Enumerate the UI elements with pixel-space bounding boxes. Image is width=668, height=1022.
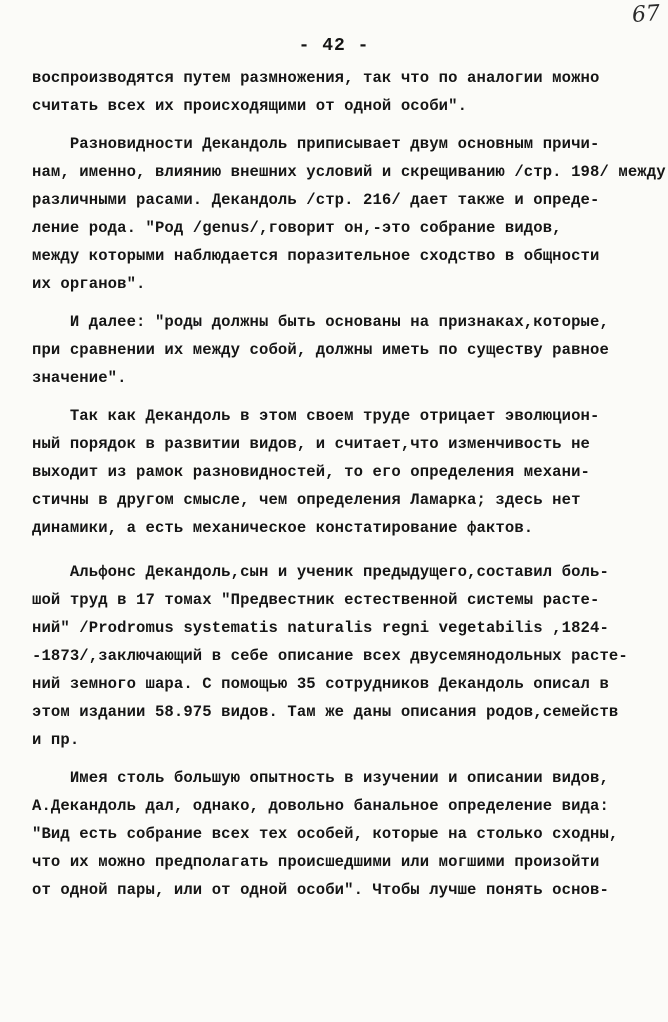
text-line: И далее: "роды должны быть основаны на признаках,которые, [32, 313, 609, 331]
text-line: ление рода. "Род /genus/,говорит он,-это собрание видов, [32, 219, 562, 237]
text-line: А.Декандоль дал, однако, довольно банальное определение вида: [32, 797, 609, 815]
page-number: - 42 - [298, 36, 370, 56]
paragraph [32, 64, 668, 120]
text-line: их органов". [32, 275, 146, 293]
text-line: ный порядок в развитии видов, и считает,что изменчивость не [32, 435, 591, 453]
text-line: шой труд в 17 томах "Предвестник естественной системы расте- [32, 591, 600, 609]
text-line: ний" /Prodromus systematis naturalis regni vegetabilis ,1824- [32, 619, 609, 637]
text-line: стичны в другом смысле, чем определения Ламарка; здесь нет [32, 491, 581, 509]
text-line: что их можно предполагать происшедшими или могшими произойти [32, 853, 600, 871]
handwritten-folio-number: 67 [631, 1, 661, 28]
text-line: воспроизводятся путем размножения, так что по аналогии можно [32, 69, 600, 87]
text-line: считать всех их происходящими от одной особи". [32, 97, 468, 115]
text-line: динамики, а есть механическое констатирование фактов. [32, 519, 534, 537]
text-line: от одной пары, или от одной особи". Чтобы лучше понять основ- [32, 881, 609, 899]
text-line: Альфонс Декандоль,сын и ученик предыдущего,составил боль- [32, 563, 609, 581]
text-line: выходит из рамок разновидностей, то его определения механи- [32, 463, 591, 481]
text-line: ний земного шара. С помощью 35 сотрудников Декандоль описал в [32, 675, 609, 693]
text-line: нам, именно, влиянию внешних условий и скрещиванию /стр. 198/ между [32, 163, 666, 181]
text-line: этом издании 58.975 видов. Там же даны описания родов,семейств [32, 703, 619, 721]
text-line: значение". [32, 369, 127, 387]
paragraph [32, 764, 668, 904]
paragraph [32, 130, 668, 298]
text-line: -1873/,заключающий в себе описание всех двусемянодольных расте- [32, 647, 628, 665]
text-line: различными расами. Декандоль /стр. 216/ дает также и опреде- [32, 191, 600, 209]
paragraph [32, 558, 668, 754]
body-text [32, 64, 668, 904]
paragraph [32, 308, 668, 392]
text-line: Разновидности Декандоль приписывает двум основным причи- [32, 135, 600, 153]
text-line: Имея столь большую опытность в изучении и описании видов, [32, 769, 609, 787]
text-line: между которыми наблюдается поразительное сходство в общности [32, 247, 600, 265]
text-line: "Вид есть собрание всех тех особей, которые на столько сходны, [32, 825, 619, 843]
text-line: и пр. [32, 731, 80, 749]
paragraph [32, 402, 668, 542]
text-line: Так как Декандоль в этом своем труде отрицает эволюцион- [32, 407, 600, 425]
text-line: при сравнении их между собой, должны иметь по существу равное [32, 341, 609, 359]
